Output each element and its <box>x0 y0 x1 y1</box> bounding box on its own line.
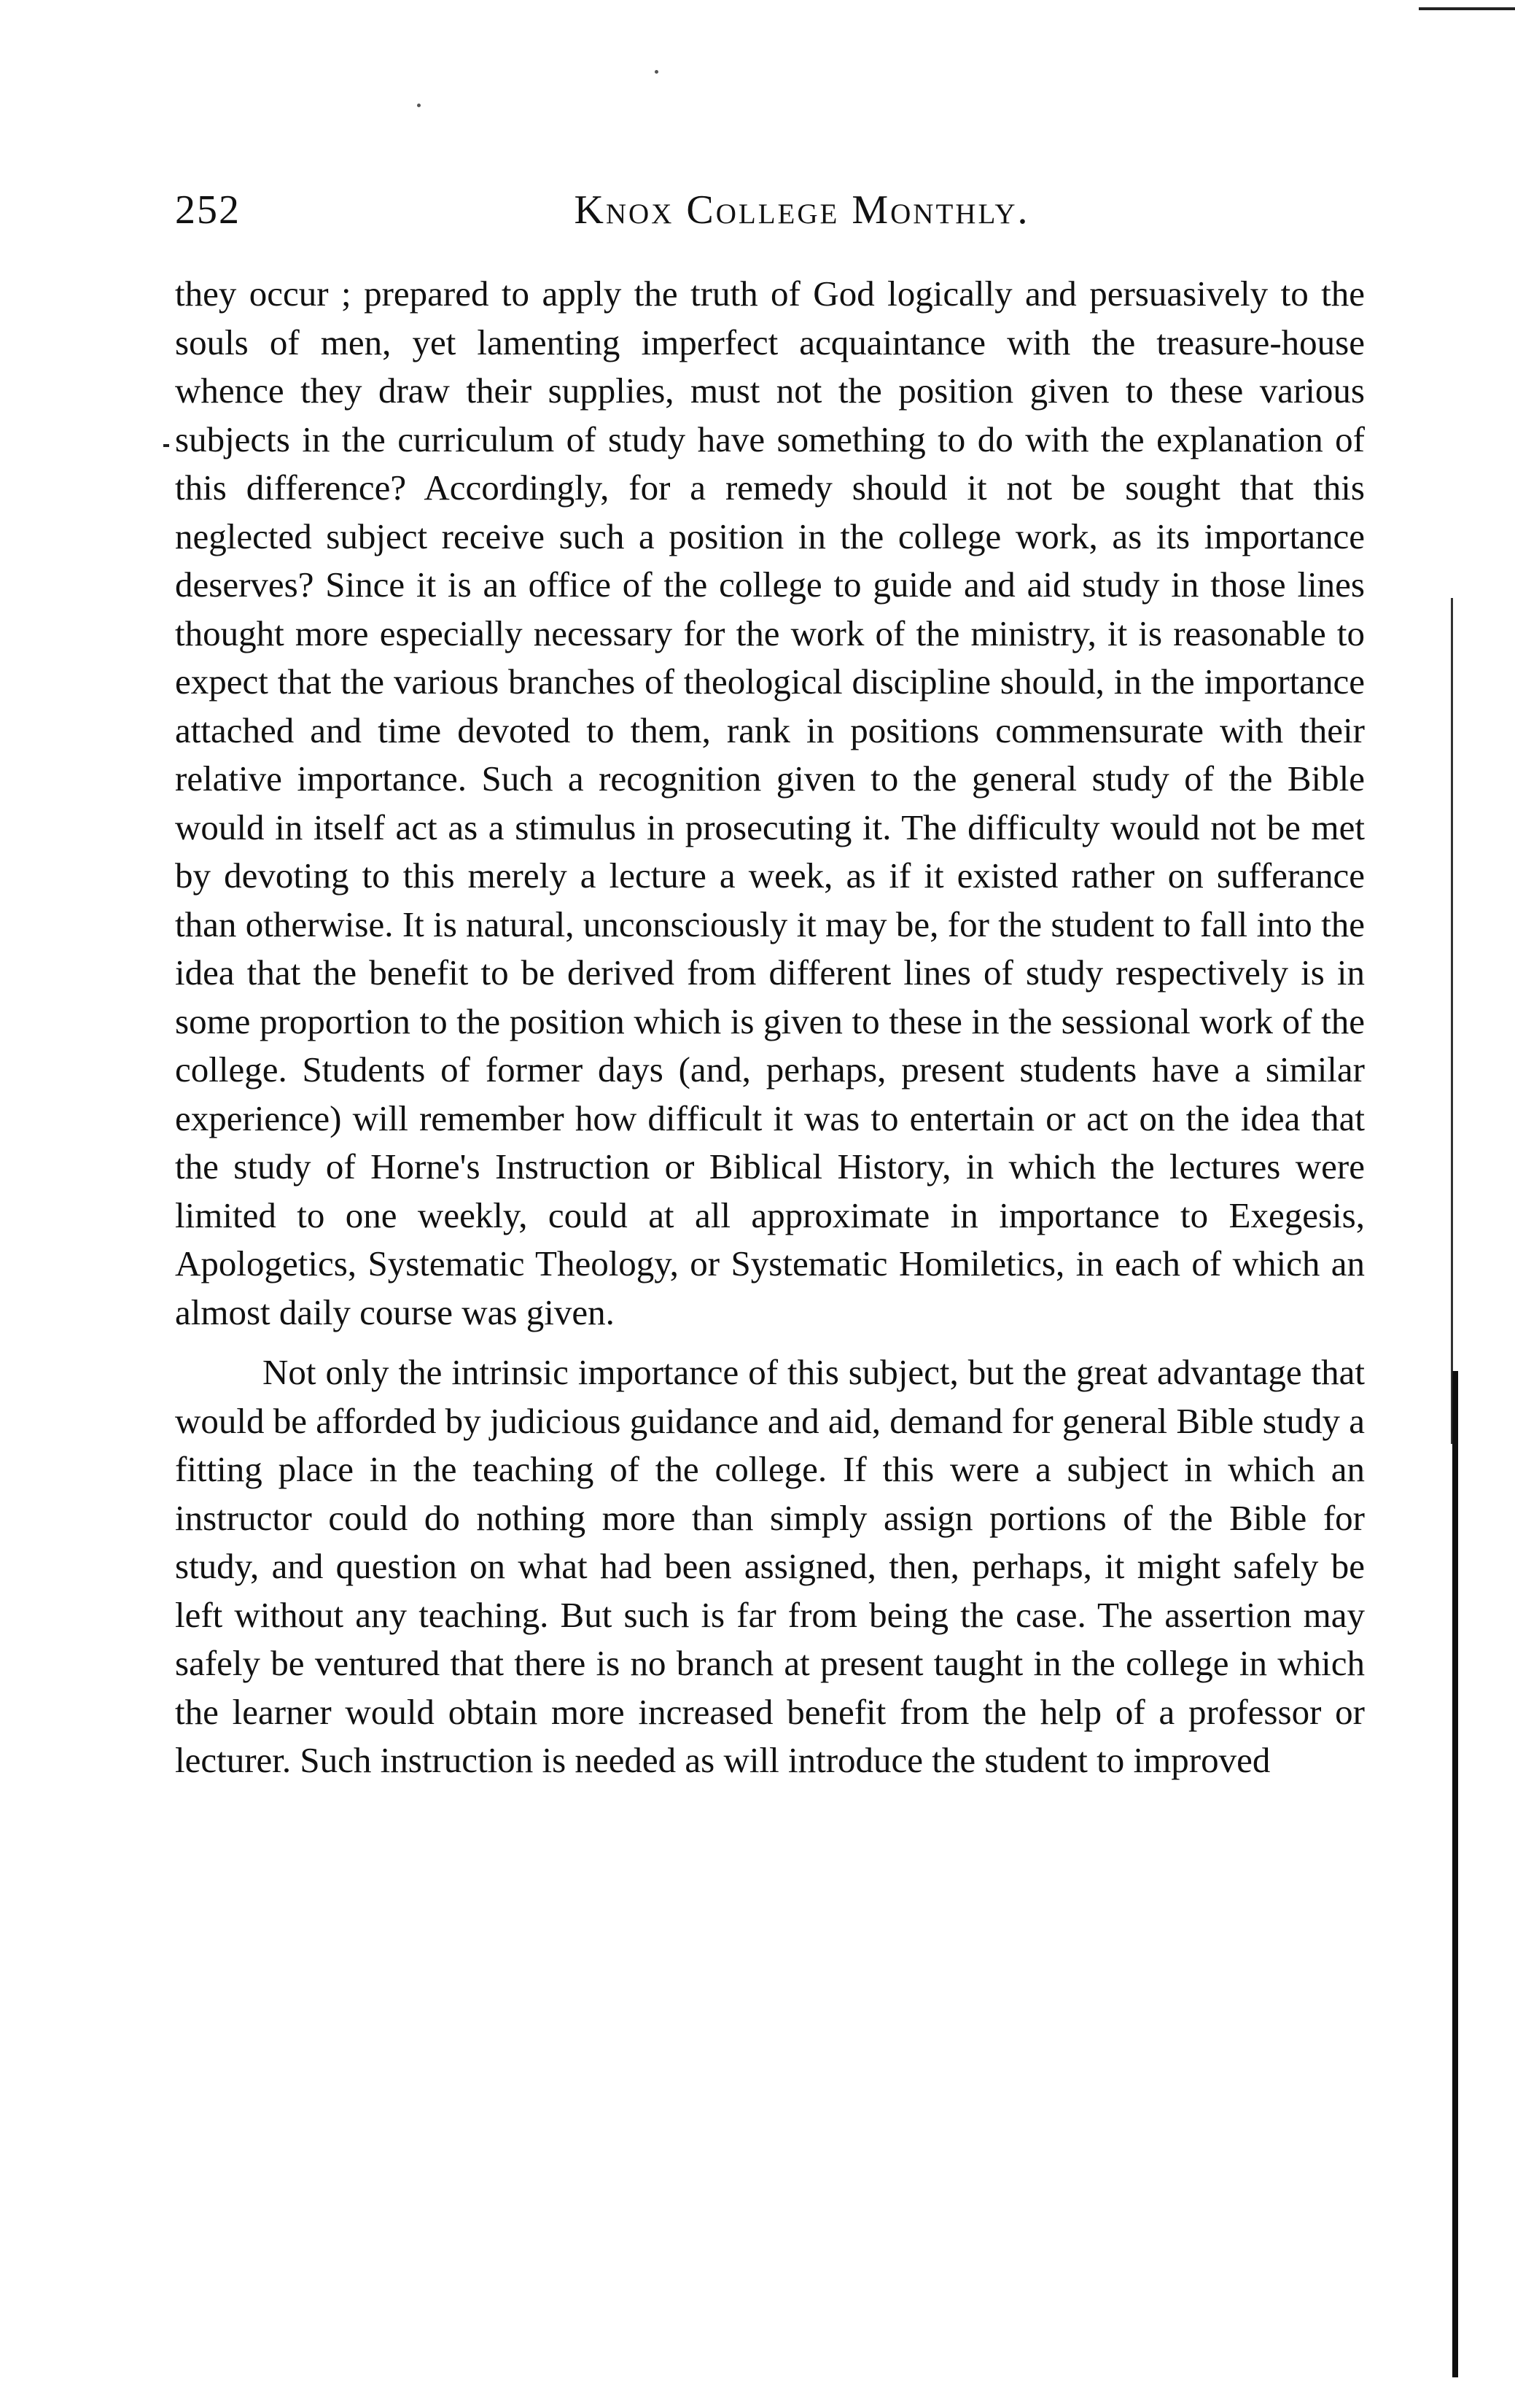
running-head: Knox College Monthly. <box>574 187 1030 233</box>
ink-speck <box>655 70 658 74</box>
paragraph: they occur ; prepared to apply the truth of God logically and persuasively to the souls of men, yet lamenting imperfect acquaintance with the treasure-house whence they draw their supplies, must not the position given to these various subjects in the curriculum of study have something to do with the explanation of this difference? Accordingly, for a remedy should it not be sought that this neglected subject receive such a position in the college work, as its importance deserves? Since it is an office of the college to guide and aid study in those lines thought more especially necessary for the work of the ministry, it is reasonable to expect that the various branches of theological discipline should, in the importance attached and time devoted to them, rank in positions commensurate with their relative importance. Such a recognition given to the general study of the Bible would in itself act as a stimulus in prosecuting it. The difficulty would not be met by devoting to this merely a lecture a week, as if it existed rather on sufferance than otherwise. It is natural, unconsciously it may be, for the student to fall into the idea that the benefit to be derived from different lines of study respectively is in some proportion to the position which is given to these in the sessional work of the college. Students of former days (and, perhaps, present students have a similar experience) will remember how difficult it was to entertain or act on the idea that the study of Horne's Instruction or Biblical History, in which the lectures were limited to one weekly, could at all approximate in importance to Exegesis, Apologetics, Systematic Theology, or Systematic Homiletics, in each of which an almost daily course was given. <box>175 273 1365 1332</box>
top-edge-rule <box>1419 7 1515 10</box>
body-text <box>175 270 1365 1785</box>
binding-edge-shadow <box>1452 1371 1458 2377</box>
page-number: 252 <box>175 187 241 233</box>
binding-edge-shadow <box>1451 598 1453 1444</box>
margin-mark <box>163 444 169 447</box>
ink-speck <box>417 104 421 107</box>
page-header <box>175 187 1371 245</box>
paragraph: Not only the intrinsic importance of this subject, but the great advantage that would be afforded by judicious guidance and aid, demand for general Bible study a fitting place in the teaching of the college. If this were a subject in which an instructor could do nothing more than simply assign portions of the Bible for study, and question on what had been assigned, then, perhaps, it might safely be left without any teaching. But such is far from being the case. The assertion may safely be ventured that there is no branch at present taught in the college in which the learner would obtain more increased benefit from the help of a professor or lecturer. Such instruction is needed as will introduce the student to improved <box>175 1352 1365 1780</box>
